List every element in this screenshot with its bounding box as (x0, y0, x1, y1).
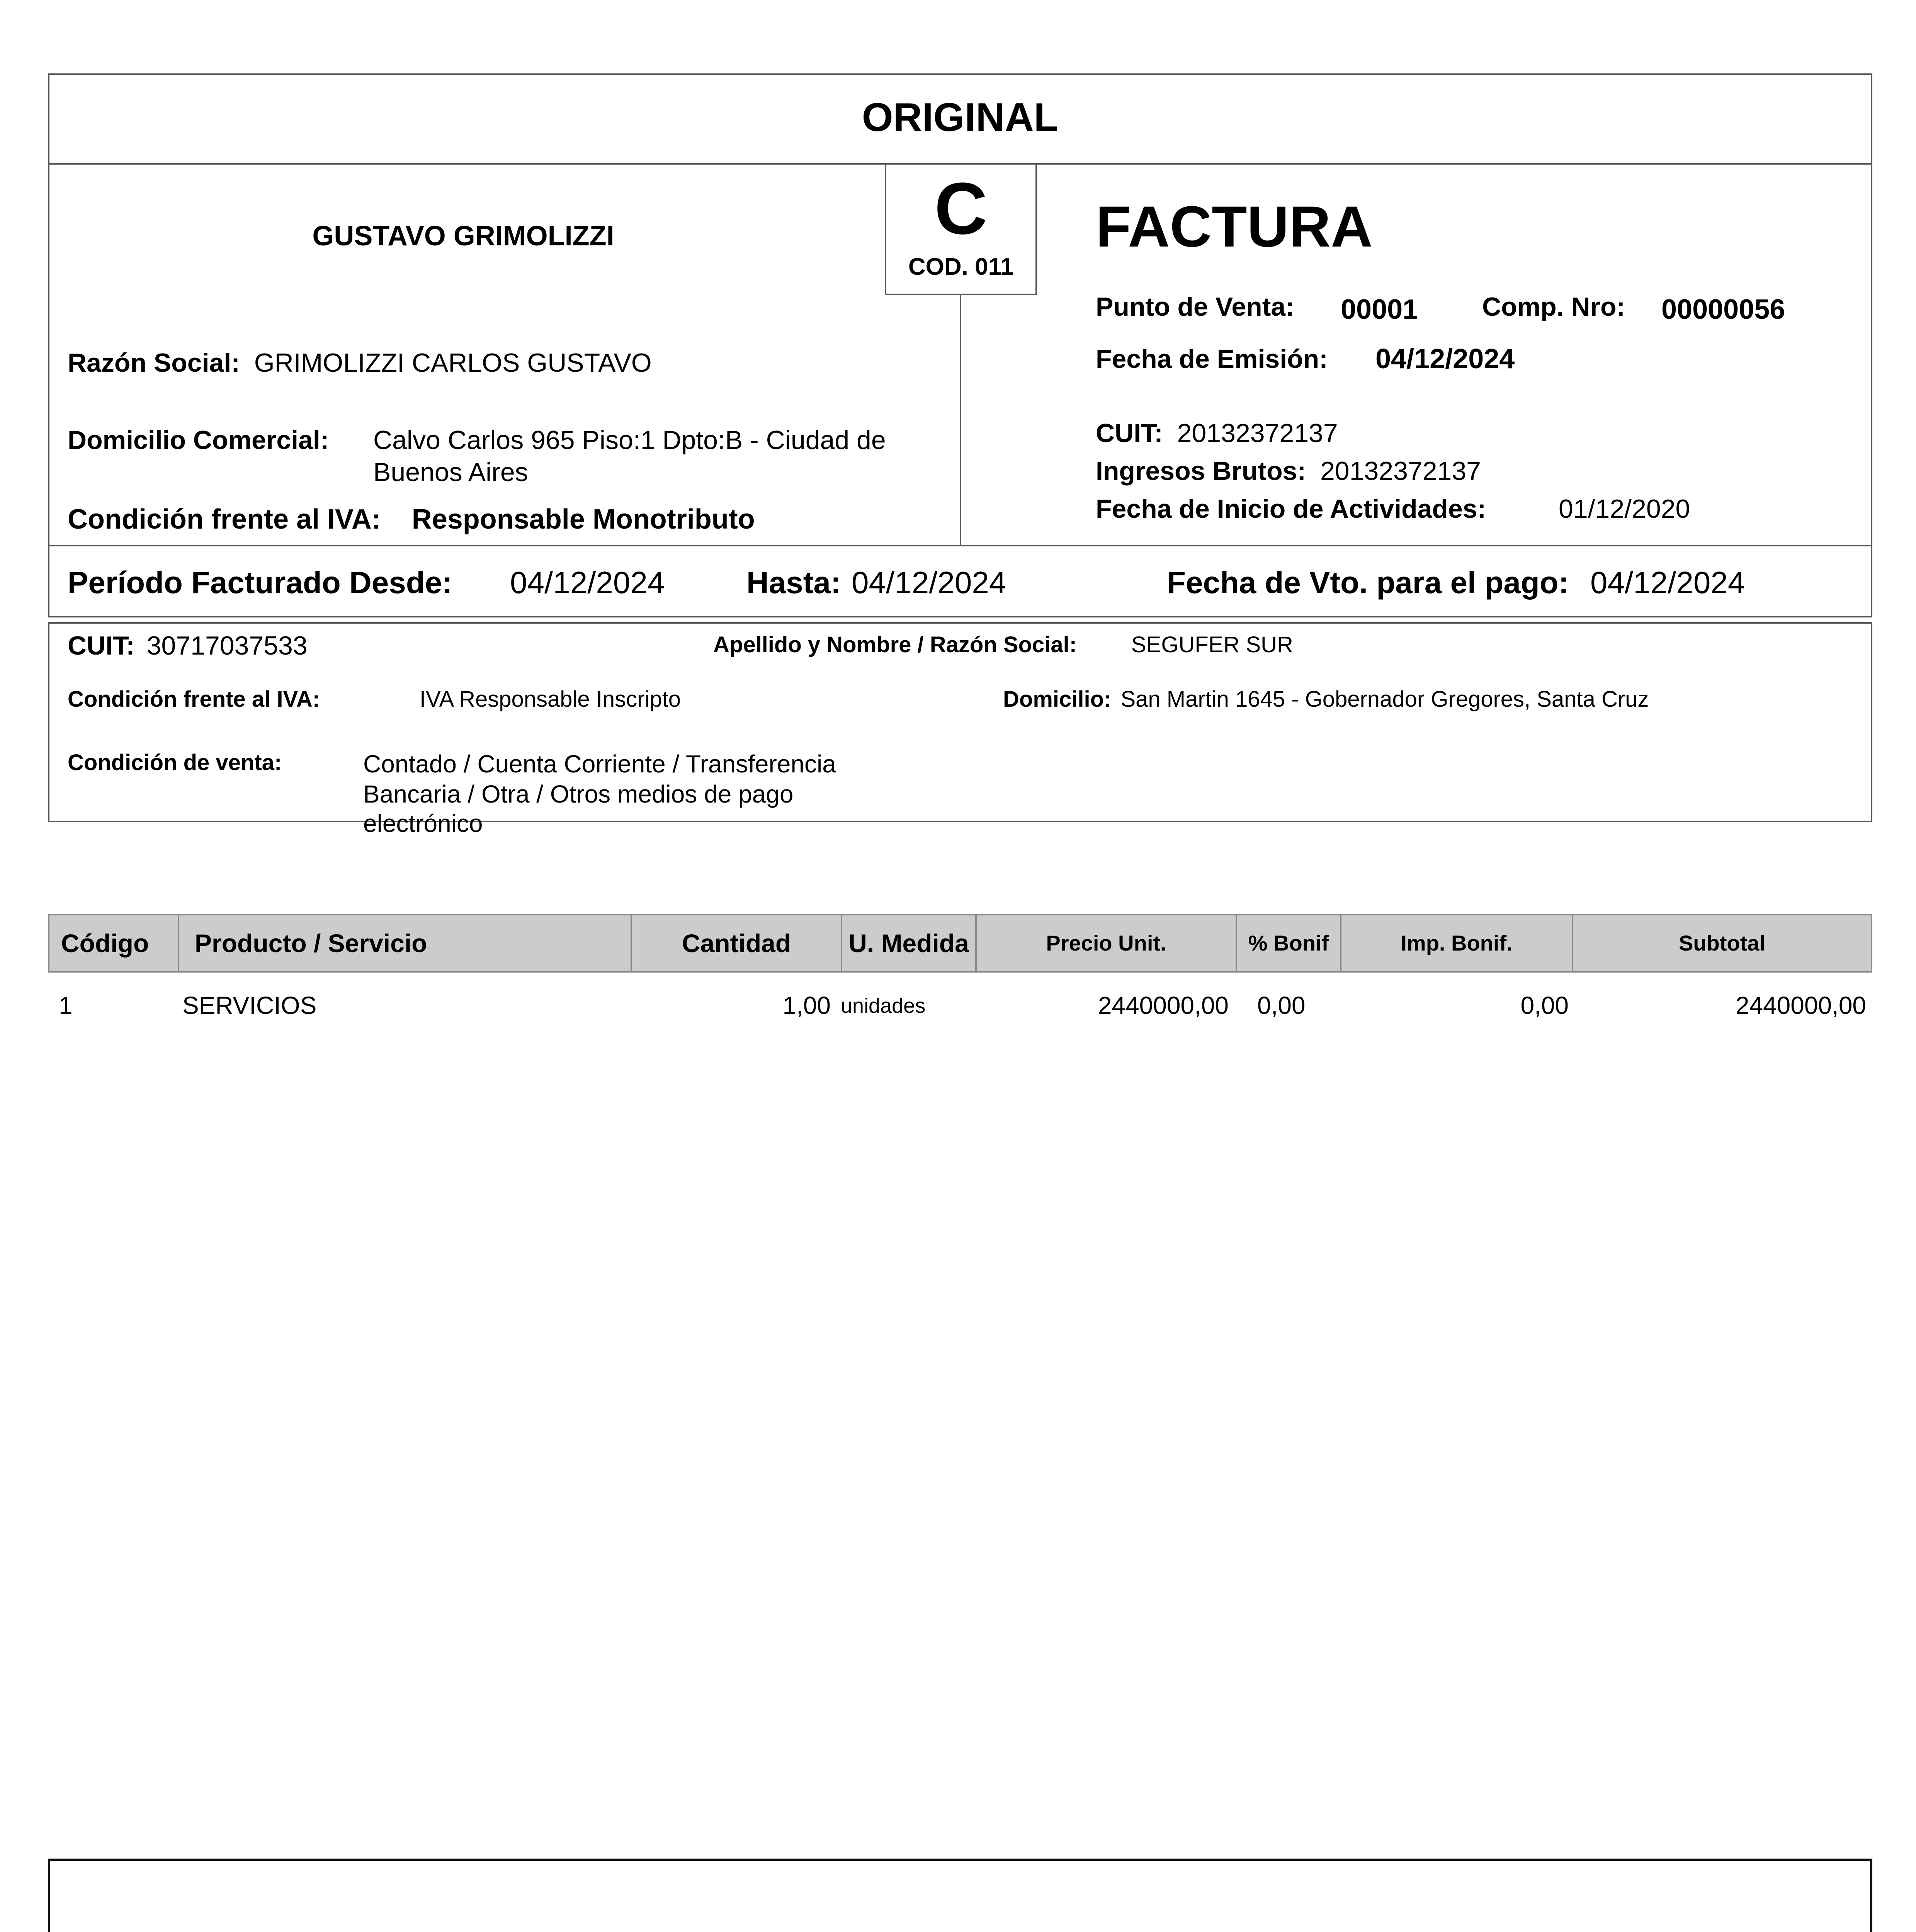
desde-value: 04/12/2024 (510, 565, 665, 600)
row-bonif-pct: 0,00 (1257, 992, 1306, 1019)
row-subtotal: 2440000,00 (1735, 992, 1866, 1019)
condicion-venta-line2: Bancaria / Otra / Otros medios de pago (363, 780, 794, 808)
razon-social-value: GRIMOLIZZI CARLOS GUSTAVO (254, 348, 652, 378)
condicion-venta-line3: electrónico (363, 810, 483, 837)
client-cuit-label: CUIT: (68, 631, 135, 660)
punto-venta-label: Punto de Venta: (1096, 292, 1294, 321)
hasta-value: 04/12/2024 (852, 565, 1006, 600)
domicilio-line1: Calvo Carlos 965 Piso:1 Dpto:B - Ciudad de (373, 425, 886, 455)
row-cantidad: 1,00 (782, 992, 831, 1019)
vto-pago-value: 04/12/2024 (1590, 565, 1745, 600)
col-subtotal: Subtotal (1679, 931, 1765, 955)
client-iva-value: IVA Responsable Inscripto (420, 687, 681, 712)
client-cuit-value: 30717037533 (146, 631, 308, 660)
issuer-cuit-row (1096, 418, 1338, 448)
invoice-letter: C (934, 168, 988, 250)
client-cuit-row (68, 631, 308, 661)
row-codigo: 1 (59, 992, 73, 1019)
client-iva-label: Condición frente al IVA: (68, 687, 320, 712)
col-u-medida: U. Medida (842, 915, 977, 971)
hasta-label: Hasta: (746, 565, 841, 600)
comp-nro-value: 00000056 (1661, 294, 1785, 325)
col-imp-bonif: Imp. Bonif. (1341, 915, 1573, 971)
domicilio-label: Domicilio Comercial: (68, 425, 329, 455)
punto-venta-value: 00001 (1341, 294, 1418, 325)
issuer-iva-label: Condición frente al IVA: (68, 504, 381, 535)
client-domicilio-label: Domicilio: (1003, 687, 1112, 712)
client-domicilio-value: San Martin 1645 - Gobernador Gregores, Santa Cruz (1120, 687, 1649, 712)
issuer-name: GUSTAVO GRIMOLIZZI (312, 221, 614, 252)
client-name-value: SEGUFER SUR (1131, 632, 1293, 657)
vto-pago-label: Fecha de Vto. para el pago: (1167, 565, 1569, 600)
desde-label: Período Facturado Desde: (68, 565, 452, 600)
client-domicilio-row (1003, 686, 1649, 712)
invoice-code: COD. 011 (908, 253, 1014, 280)
issuer-cuit-value: 20132372137 (1177, 418, 1338, 448)
copy-label: ORIGINAL (862, 95, 1059, 140)
issuer-iva-row (68, 503, 755, 535)
condicion-venta-line1: Contado / Cuenta Corriente / Transferencia (363, 750, 836, 778)
ingresos-value: 20132372137 (1320, 456, 1481, 486)
ingresos-row (1096, 456, 1481, 486)
row-imp-bonif: 0,00 (1520, 992, 1569, 1019)
col-producto: Producto / Servicio (179, 915, 632, 971)
client-name-label: Apellido y Nombre / Razón Social: (713, 632, 1077, 657)
inicio-label: Fecha de Inicio de Actividades: (1096, 494, 1486, 524)
items-table-header (48, 914, 1872, 973)
col-bonif-pct: % Bonif (1237, 915, 1341, 971)
razon-social-label: Razón Social: (68, 348, 240, 378)
ingresos-label: Ingresos Brutos: (1096, 456, 1306, 486)
doc-type-title: FACTURA (1096, 194, 1373, 259)
inicio-value: 01/12/2020 (1559, 494, 1690, 524)
issuer-iva-value: Responsable Monotributo (411, 504, 755, 535)
fecha-emision-label: Fecha de Emisión: (1096, 344, 1328, 374)
col-codigo: Código (49, 915, 179, 971)
fecha-emision-value: 04/12/2024 (1375, 344, 1515, 374)
col-precio-unit: Precio Unit. (977, 915, 1237, 971)
comp-nro-label: Comp. Nro: (1482, 292, 1625, 321)
issuer-cuit-label: CUIT: (1096, 418, 1163, 448)
row-precio-unit: 2440000,00 (1098, 992, 1229, 1019)
row-u-medida: unidades (841, 994, 926, 1017)
row-producto: SERVICIOS (182, 992, 317, 1019)
condicion-venta-label: Condición de venta: (68, 750, 282, 775)
razon-social-row (68, 348, 652, 378)
domicilio-line2: Buenos Aires (373, 457, 528, 487)
totals-box (48, 1859, 1872, 1932)
col-cantidad: Cantidad (632, 915, 842, 971)
